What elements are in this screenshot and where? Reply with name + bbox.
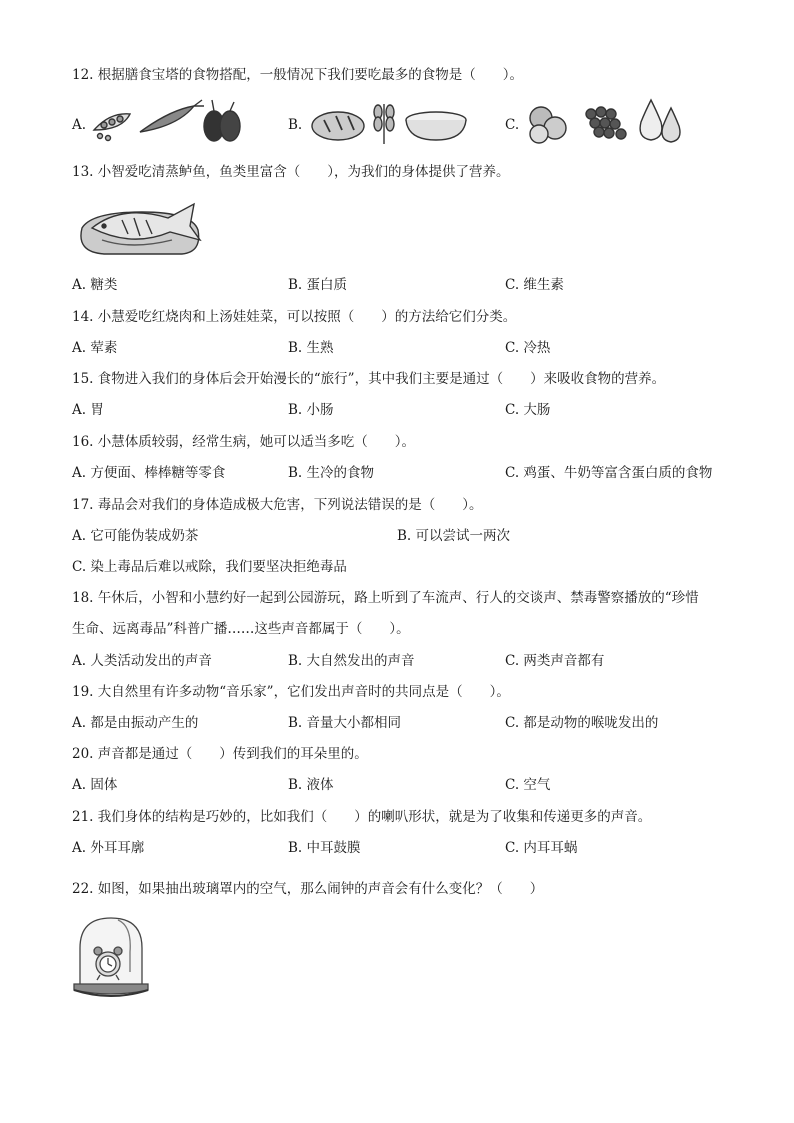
q21-option-b: B. 中耳鼓膜 xyxy=(288,840,361,856)
q15-option-b: B. 小肠 xyxy=(288,402,334,418)
q16-option-c: C. 鸡蛋、牛奶等富含蛋白质的食物 xyxy=(505,465,713,481)
q16-option-b: B. 生冷的食物 xyxy=(288,465,375,481)
q15-option-a: A. 胃 xyxy=(72,402,104,418)
vegetables-image xyxy=(90,96,250,144)
q14-option-b: B. 生熟 xyxy=(288,340,334,356)
q13-stem: 13. 小智爱吃清蒸鲈鱼，鱼类里富含（ ），为我们的身体提供了营养。 xyxy=(72,164,510,180)
q16-stem: 16. 小慧体质较弱，经常生病，她可以适当多吃（ ）。 xyxy=(72,434,416,450)
q16-option-a: A. 方便面、棒棒糖等零食 xyxy=(72,465,226,481)
q17-option-c: C. 染上毒品后难以戒除，我们要坚决拒绝毒品 xyxy=(72,559,347,575)
q12-option-a: A. xyxy=(72,117,87,133)
q17-option-b: B. 可以尝试一两次 xyxy=(397,528,511,544)
q14-option-a: A. 荤素 xyxy=(72,340,118,356)
grains-image xyxy=(310,98,475,146)
q21-option-c: C. 内耳耳蜗 xyxy=(505,840,578,856)
fruits-image xyxy=(525,94,690,146)
q19-option-c: C. 都是动物的喉咙发出的 xyxy=(505,715,659,731)
q13-option-b: B. 蛋白质 xyxy=(288,277,348,293)
q19-option-b: B. 音量大小都相同 xyxy=(288,715,402,731)
q17-option-a: A. 它可能伪装成奶茶 xyxy=(72,528,199,544)
q13-option-a: A. 糖类 xyxy=(72,277,118,293)
bell-jar-clock-image xyxy=(72,912,150,1002)
q18-stem-line2: 生命、远离毒品”科普广播……这些声音都属于（ ）。 xyxy=(72,621,410,637)
q12-stem: 12. 根据膳食宝塔的食物搭配，一般情况下我们要吃最多的食物是（ ）。 xyxy=(72,67,524,83)
q15-option-c: C. 大肠 xyxy=(505,402,551,418)
q15-stem: 15. 食物进入我们的身体后会开始漫长的“旅行”，其中我们主要是通过（ ）来吸收食物的营养。 xyxy=(72,371,666,387)
q21-option-a: A. 外耳耳廓 xyxy=(72,840,145,856)
q20-option-b: B. 液体 xyxy=(288,777,334,793)
q14-option-c: C. 冷热 xyxy=(505,340,551,356)
q20-stem: 20. 声音都是通过（ ）传到我们的耳朵里的。 xyxy=(72,746,368,762)
q20-option-a: A. 固体 xyxy=(72,777,118,793)
q19-option-a: A. 都是由振动产生的 xyxy=(72,715,199,731)
q17-stem: 17. 毒品会对我们的身体造成极大危害，下列说法错误的是（ ）。 xyxy=(72,497,483,513)
q18-option-b: B. 大自然发出的声音 xyxy=(288,653,415,669)
q18-option-c: C. 两类声音都有 xyxy=(505,653,605,669)
q12-option-c: C. xyxy=(505,117,520,133)
q22-stem: 22. 如图，如果抽出玻璃罩内的空气，那么闹钟的声音会有什么变化？（ ） xyxy=(72,881,544,897)
q19-stem: 19. 大自然里有许多动物“音乐家”，它们发出声音时的共同点是（ ）。 xyxy=(72,684,510,700)
steamed-fish-image xyxy=(72,190,207,260)
q20-option-c: C. 空气 xyxy=(505,777,551,793)
q13-option-c: C. 维生素 xyxy=(505,277,564,293)
q18-stem-line1: 18. 午休后，小智和小慧约好一起到公园游玩，路上听到了车流声、行人的交谈声、禁毒警察播放的“珍惜 xyxy=(72,590,699,606)
q14-stem: 14. 小慧爱吃红烧肉和上汤娃娃菜，可以按照（ ）的方法给它们分类。 xyxy=(72,309,517,325)
q12-option-b: B. xyxy=(288,117,303,133)
q18-option-a: A. 人类活动发出的声音 xyxy=(72,653,212,669)
q21-stem: 21. 我们身体的结构是巧妙的，比如我们（ ）的喇叭形状，就是为了收集和传递更多的声音。 xyxy=(72,809,652,825)
